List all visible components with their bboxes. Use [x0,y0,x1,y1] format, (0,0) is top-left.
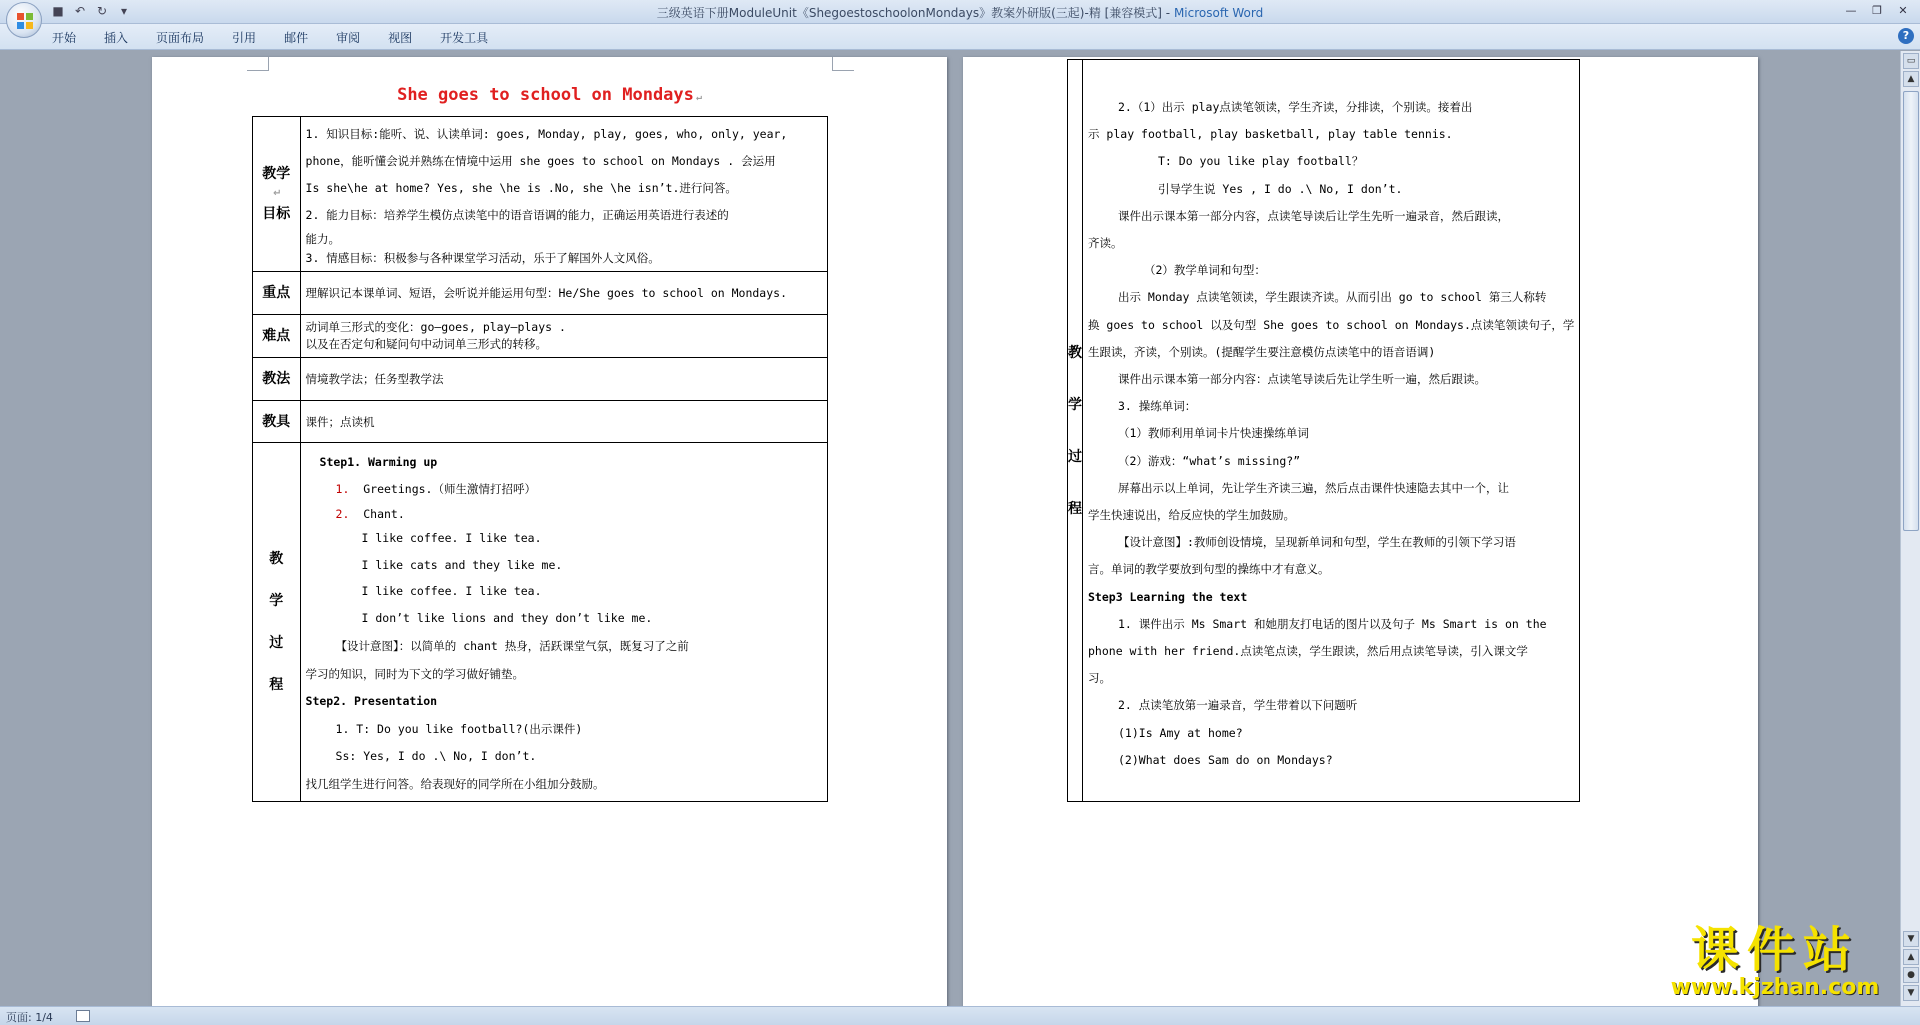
process-content [300,443,827,802]
undo-icon[interactable]: ↶ [74,4,86,18]
tools-content [300,401,827,443]
label-char: 学 [269,593,284,609]
crop-mark [247,57,269,71]
text-line: Ss: Yes, I do .\ No, I don’t. [335,749,537,763]
ruler-toggle-icon[interactable]: ▭ [1903,53,1919,69]
tab-review[interactable]: 审阅 [336,31,361,45]
app-name: Microsoft Word [1173,6,1264,20]
row-label-goals: 教学 ↵ 目标 [253,117,301,272]
tab-mailings[interactable]: 邮件 [284,31,309,45]
document-workspace [0,51,1900,1006]
key-content [300,272,827,315]
text-line: 课件；点读机 [305,414,375,429]
text-line: 2.（1）出示 play点读笔领读，学生齐读，分排读，个别读。接着出 [1118,100,1473,114]
watermark-title: 课件站 [1690,922,1859,978]
process-content-continued [1083,60,1580,802]
select-browse-object-icon[interactable]: ● [1903,967,1919,983]
status-bar [0,1006,1920,1025]
goals-content [300,117,827,272]
chant-line: I like coffee. I like tea. [361,531,542,545]
table-row [253,117,828,272]
scroll-down-icon[interactable]: ▼ [1903,931,1919,947]
table-row [1068,60,1580,802]
text-line: Is she\he at home? Yes, she \he is .No, she \he isn’t.进行问答。 [305,181,737,195]
label-char: 程 [269,677,284,693]
method-content [300,358,827,401]
chant-line: I don’t like lions and they don’t like me. [361,611,653,625]
text-line: 学习的知识，同时为下文的学习做好铺垫。 [305,667,525,681]
text-line: 1. T: Do you like football?(出示课件) [335,722,583,736]
page-2 [963,57,1758,1006]
tab-home[interactable]: 开始 [52,31,77,45]
text-line: phone，能听懂会说并熟练在情境中运用 she goes to school on Mondays . 会运用 [305,154,776,168]
title-bar [0,0,1920,24]
label-char: 教 [269,551,284,567]
proofing-icon[interactable] [76,1010,90,1022]
text-line: 引导学生说 Yes , I do .\ No, I don’t. [1158,181,1403,196]
text-line: 出示 Monday 点读笔领读，学生跟读齐读。从而引出 go to school 第三人称转 [1118,290,1547,305]
document-title: She goes to school on Mondays ↵ [397,85,702,105]
text-line: 课件出示课本第一部分内容：点读笔导读后先让学生听一遍，然后跟读。 [1118,372,1486,387]
text-line: 2. 点读笔放第一遍录音，学生带着以下问题听 [1118,698,1358,713]
text-line: 学生快速说出，给反应快的学生加鼓励。 [1088,508,1295,523]
text-line: 动词单三形式的变化：go—goes, play—plays . [305,320,566,334]
label-char: 程 [1068,500,1082,517]
text-line: 3. 操练单词： [1118,399,1197,414]
text-line: 1. 知识目标:能听、说、认读单词: goes, Monday, play, goes, who, only, year, [305,127,788,141]
text-line: （2）游戏：“what’s missing?” [1118,453,1301,468]
label-char: 过 [1068,448,1082,465]
tab-developer[interactable]: 开发工具 [440,31,489,45]
text-line: 以及在否定句和疑问句中动词单三形式的转移。 [305,337,548,351]
row-label-key: 重点 [253,272,301,315]
save-icon[interactable]: ■ [52,4,64,18]
text-line: 找几组学生进行问答。给表现好的同学所在小组加分鼓励。 [305,777,605,791]
crop-mark [832,57,854,71]
close-icon[interactable]: ✕ [1898,4,1908,17]
next-page-icon[interactable]: ▼ [1903,985,1919,1001]
row-label-tools: 教具 [253,401,301,443]
help-icon[interactable]: ? [1898,28,1914,44]
text-line: T: Do you like play football？ [1158,154,1364,169]
chant-line: I like cats and they like me. [361,558,563,572]
page-indicator[interactable]: 页面: 1/4 [6,1011,53,1024]
watermark-url: www.kjzhan.com [1670,975,1880,1000]
text-line: 课件出示课本第一部分内容，点读笔导读后让学生先听一遍录音，然后跟读， [1118,208,1509,223]
text-line: 习。 [1088,671,1111,686]
page-1 [152,57,947,1006]
text-line: 言。单词的教学要放到句型的操练中才有意义。 [1088,562,1330,577]
step-heading: Step2. Presentation [305,694,438,708]
tab-view[interactable]: 视图 [388,31,413,45]
scroll-up-icon[interactable]: ▲ [1903,71,1919,87]
scroll-thumb[interactable] [1903,91,1919,531]
text-line: 情境教学法；任务型教学法 [305,372,444,386]
text-line: 理解识记本课单词、短语，会听说并能运用句型：He/She goes to school on Mondays. [305,286,787,300]
label-char: 学 [1068,396,1082,413]
ribbon-tabs [52,29,516,46]
step-heading: Step1. Warming up [319,455,438,469]
text-line: (1)Is Amy at home? [1118,725,1243,740]
minimize-icon[interactable]: — [1845,4,1857,17]
text-line: 1. 课件出示 Ms Smart 和她朋友打电话的图片以及句子 Ms Smart is on the [1118,616,1547,631]
row-label-process [1068,60,1083,802]
text-line: 【设计意图】：以简单的 chant 热身，活跃课堂气氛，既复习了之前 [335,639,689,653]
lesson-table [252,116,828,802]
ribbon [0,24,1920,50]
window-controls [1840,2,1914,20]
table-row [253,272,828,315]
text-line: (2)What does Sam do on Mondays? [1118,752,1333,767]
table-row [253,358,828,401]
text-line: 示 play football, play basketball, play table tennis. [1088,127,1453,142]
text-line: phone with her friend.点读笔点读，学生跟读，然后用点读笔导读，引入课文学 [1088,644,1528,659]
step-heading: Step3 Learning the text [1088,589,1248,604]
text-line: 2. 能力目标：培养学生模仿点读笔中的语音语调的能力，正确运用英语进行表述的 [305,208,729,222]
tab-insert[interactable]: 插入 [104,31,129,45]
customize-toolbar-icon[interactable]: ▾ [120,4,128,18]
table-row [253,315,828,358]
text-line: （2）教学单词和句型： [1144,263,1266,278]
table-row [253,443,828,802]
text-line: 能力。 [305,232,341,246]
row-label-difficult: 难点 [253,315,301,358]
site-watermark [1640,924,1910,1004]
row-label-method: 教法 [253,358,301,401]
tab-references[interactable]: 引用 [232,31,257,45]
text-line: 【设计意图】:教师创设情境，呈现新单词和句型，学生在教师的引领下学习语 [1118,535,1516,550]
window-title [0,4,1920,21]
chant-line: I like coffee. I like tea. [361,584,542,598]
vertical-scrollbar[interactable] [1900,51,1920,1006]
text-line: 屏幕出示以上单词，先让学生齐读三遍，然后点击课件快速隐去其中一个，让 [1118,480,1509,495]
table-row [253,401,828,443]
text-line: （1）教师利用单词卡片快速操练单词 [1118,426,1309,441]
previous-page-icon[interactable]: ▲ [1903,949,1919,965]
office-button[interactable] [6,2,42,38]
label-char: 教 [1068,344,1082,361]
text-line: 3. 情感目标：积极参与各种课堂学习活动，乐于了解国外人文风俗。 [305,251,660,265]
document-name: 三级英语下册ModuleUnit《ShegoestoschoolonMondays》教案外研版(三起)-精 [兼容模式] - [656,6,1174,20]
maximize-icon[interactable]: ❐ [1872,4,1882,17]
text-line: 生跟读，齐读，个别读。(提醒学生要注意模仿点读笔中的语音语调) [1088,344,1436,359]
tab-page-layout[interactable]: 页面布局 [156,31,205,45]
difficult-content [300,315,827,358]
label-char: 过 [269,635,284,651]
list-item: 2. Chant. [335,507,405,521]
row-label-process [253,443,301,802]
lesson-table-continued [1067,59,1580,802]
text-line: 齐读。 [1088,236,1123,251]
office-logo-icon [16,12,34,30]
list-item: 1. Greetings.（师生激情打招呼） [335,482,536,496]
redo-icon[interactable]: ↻ [96,4,108,18]
text-line: 换 goes to school 以及句型 She goes to school on Mondays.点读笔领读句子，学 [1088,317,1575,332]
